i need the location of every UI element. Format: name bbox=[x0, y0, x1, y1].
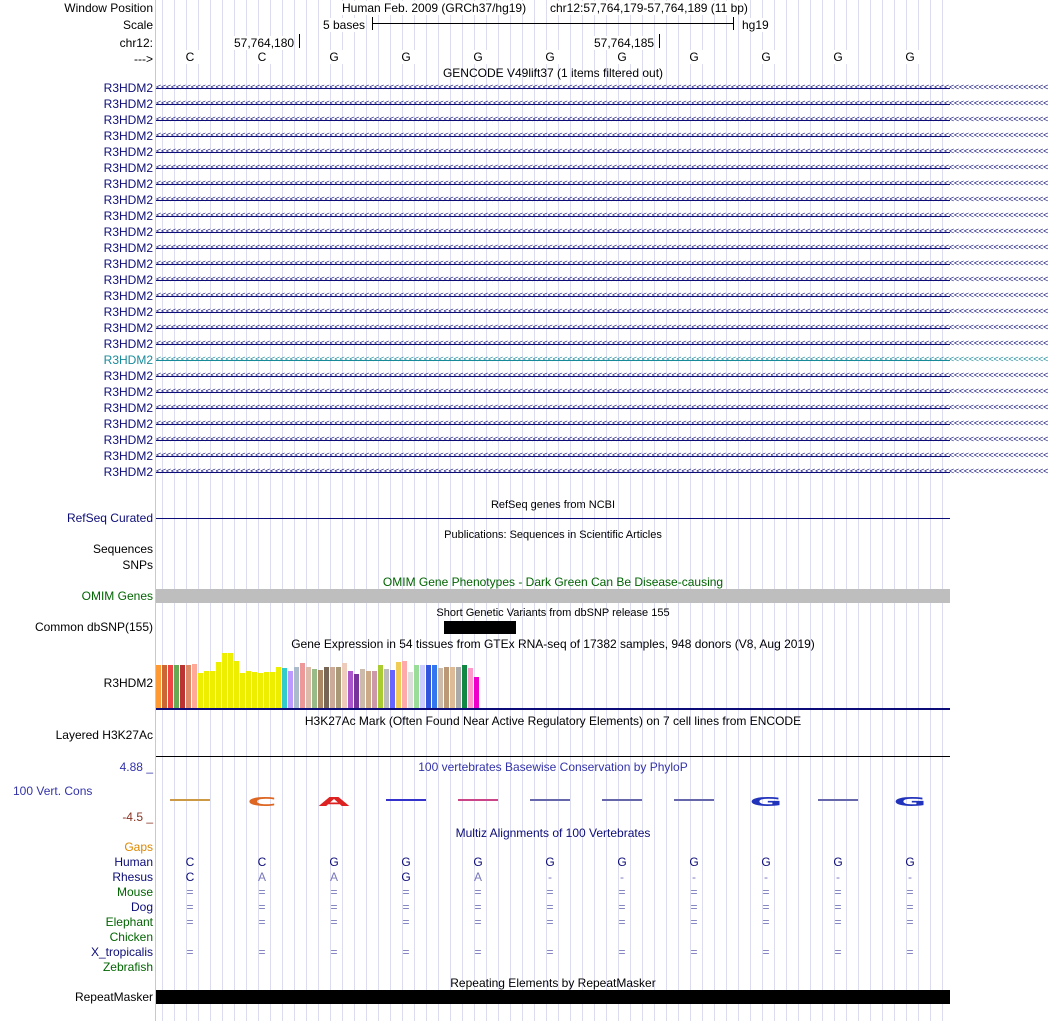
gtex-tissue-bar[interactable] bbox=[246, 671, 251, 708]
gencode-title: GENCODE V49lift37 (1 items filtered out) bbox=[442, 66, 664, 80]
gtex-tissue-bar[interactable] bbox=[408, 672, 413, 708]
dbsnp-variant-block[interactable] bbox=[444, 621, 516, 634]
repeatmasker-title: Repeating Elements by RepeatMasker bbox=[450, 976, 656, 990]
gtex-tissue-bar[interactable] bbox=[156, 665, 161, 708]
h3k27ac-title: H3K27Ac Mark (Often Found Near Active Regulatory Elements) on 7 cell lines from ENCODE bbox=[304, 714, 802, 728]
base-letter: G bbox=[612, 50, 632, 64]
gencode-transcript-label[interactable]: R3HDM2 bbox=[103, 81, 153, 95]
multiz-base: = bbox=[906, 915, 914, 929]
gtex-tissue-bar[interactable] bbox=[204, 671, 209, 708]
gtex-tissue-bar[interactable] bbox=[450, 667, 455, 708]
multiz-base: = bbox=[834, 915, 842, 929]
gtex-tissue-bar[interactable] bbox=[318, 670, 323, 708]
multiz-species-label[interactable]: Dog bbox=[130, 900, 153, 914]
gencode-transcript-line[interactable]: <<<<<<<<<<<<<<<<<<<<<<<<<<<<<<<<<<<<<<<<<<<<<<<<<<<<<<<<<<<<<<<<<<<<<<<<<<<<<<<<<<<<<<<<<<<<<<<<<<<<<<<<<<<<<<<<<<<<<<<<<<<<<<<<<<<<<<<<<<<<<<<<<<<<<<<<<<<<<<<<<<<<<<<<<<<<<<<<<<<< bbox=[156, 434, 1048, 444]
gtex-tissue-bar[interactable] bbox=[186, 665, 191, 708]
gtex-tissue-bar[interactable] bbox=[390, 670, 395, 708]
gencode-transcript-line[interactable]: <<<<<<<<<<<<<<<<<<<<<<<<<<<<<<<<<<<<<<<<<<<<<<<<<<<<<<<<<<<<<<<<<<<<<<<<<<<<<<<<<<<<<<<<<<<<<<<<<<<<<<<<<<<<<<<<<<<<<<<<<<<<<<<<<<<<<<<<<<<<<<<<<<<<<<<<<<<<<<<<<<<<<<<<<<<<<<<<<<<< bbox=[156, 226, 1048, 236]
multiz-base: = bbox=[186, 945, 194, 959]
omim-label[interactable]: OMIM Genes bbox=[81, 589, 153, 603]
gtex-tissue-bar[interactable] bbox=[468, 668, 473, 708]
gtex-tissue-bar[interactable] bbox=[384, 669, 389, 708]
base-letter: G bbox=[396, 50, 416, 64]
gtex-tissue-bar[interactable] bbox=[210, 671, 215, 708]
gencode-transcript-line[interactable]: <<<<<<<<<<<<<<<<<<<<<<<<<<<<<<<<<<<<<<<<<<<<<<<<<<<<<<<<<<<<<<<<<<<<<<<<<<<<<<<<<<<<<<<<<<<<<<<<<<<<<<<<<<<<<<<<<<<<<<<<<<<<<<<<<<<<<<<<<<<<<<<<<<<<<<<<<<<<<<<<<<<<<<<<<<<<<<<<<<<< bbox=[156, 450, 1048, 460]
h3k27ac-baseline bbox=[156, 756, 950, 757]
gencode-transcript-label[interactable]: R3HDM2 bbox=[103, 305, 153, 319]
multiz-base: C bbox=[185, 855, 195, 869]
gencode-transcript-line[interactable]: <<<<<<<<<<<<<<<<<<<<<<<<<<<<<<<<<<<<<<<<<<<<<<<<<<<<<<<<<<<<<<<<<<<<<<<<<<<<<<<<<<<<<<<<<<<<<<<<<<<<<<<<<<<<<<<<<<<<<<<<<<<<<<<<<<<<<<<<<<<<<<<<<<<<<<<<<<<<<<<<<<<<<<<<<<<<<<<<<<<< bbox=[156, 386, 1048, 396]
gtex-tissue-bar[interactable] bbox=[402, 661, 407, 708]
gtex-tissue-bar[interactable] bbox=[216, 662, 221, 708]
scale-label: Scale bbox=[122, 18, 153, 32]
strand-label: ---> bbox=[134, 52, 153, 66]
multiz-base: = bbox=[618, 900, 626, 914]
gencode-transcript-line[interactable]: <<<<<<<<<<<<<<<<<<<<<<<<<<<<<<<<<<<<<<<<<<<<<<<<<<<<<<<<<<<<<<<<<<<<<<<<<<<<<<<<<<<<<<<<<<<<<<<<<<<<<<<<<<<<<<<<<<<<<<<<<<<<<<<<<<<<<<<<<<<<<<<<<<<<<<<<<<<<<<<<<<<<<<<<<<<<<<<<<<<< bbox=[156, 322, 1048, 332]
gencode-transcript-label[interactable]: R3HDM2 bbox=[103, 417, 153, 431]
gtex-tissue-bar[interactable] bbox=[312, 669, 317, 708]
gencode-transcript-line[interactable]: <<<<<<<<<<<<<<<<<<<<<<<<<<<<<<<<<<<<<<<<<<<<<<<<<<<<<<<<<<<<<<<<<<<<<<<<<<<<<<<<<<<<<<<<<<<<<<<<<<<<<<<<<<<<<<<<<<<<<<<<<<<<<<<<<<<<<<<<<<<<<<<<<<<<<<<<<<<<<<<<<<<<<<<<<<<<<<<<<<<< bbox=[156, 98, 1048, 108]
multiz-base: = bbox=[690, 945, 698, 959]
chrom-label: chr12: bbox=[119, 36, 153, 50]
multiz-base: = bbox=[186, 885, 194, 899]
dbsnp-title: Short Genetic Variants from dbSNP release 155 bbox=[436, 607, 670, 619]
multiz-base: A bbox=[473, 870, 482, 884]
assembly-text: Human Feb. 2009 (GRCh37/hg19) bbox=[342, 1, 527, 15]
gencode-transcript-label[interactable]: R3HDM2 bbox=[103, 193, 153, 207]
multiz-species-label[interactable]: Human bbox=[114, 855, 153, 869]
gtex-tissue-bar[interactable] bbox=[378, 665, 383, 708]
gtex-tissue-bar[interactable] bbox=[174, 665, 179, 708]
gtex-tissue-bar[interactable] bbox=[240, 673, 245, 708]
base-letter: C bbox=[180, 50, 200, 64]
multiz-base: = bbox=[258, 900, 266, 914]
multiz-base: = bbox=[402, 915, 410, 929]
gencode-transcript-line[interactable]: <<<<<<<<<<<<<<<<<<<<<<<<<<<<<<<<<<<<<<<<<<<<<<<<<<<<<<<<<<<<<<<<<<<<<<<<<<<<<<<<<<<<<<<<<<<<<<<<<<<<<<<<<<<<<<<<<<<<<<<<<<<<<<<<<<<<<<<<<<<<<<<<<<<<<<<<<<<<<<<<<<<<<<<<<<<<<<<<<<<< bbox=[156, 418, 1048, 428]
multiz-base: = bbox=[330, 915, 338, 929]
gtex-tissue-bar[interactable] bbox=[420, 665, 425, 708]
gtex-tissue-bar[interactable] bbox=[342, 663, 347, 708]
multiz-base: - bbox=[836, 870, 840, 884]
omim-title: OMIM Gene Phenotypes - Dark Green Can Be Disease-causing bbox=[382, 575, 724, 589]
base-letter: G bbox=[756, 50, 776, 64]
gencode-transcript-line[interactable]: <<<<<<<<<<<<<<<<<<<<<<<<<<<<<<<<<<<<<<<<<<<<<<<<<<<<<<<<<<<<<<<<<<<<<<<<<<<<<<<<<<<<<<<<<<<<<<<<<<<<<<<<<<<<<<<<<<<<<<<<<<<<<<<<<<<<<<<<<<<<<<<<<<<<<<<<<<<<<<<<<<<<<<<<<<<<<<<<<<<< bbox=[156, 82, 1048, 92]
multiz-base: G bbox=[401, 855, 411, 869]
gencode-transcript-line[interactable]: <<<<<<<<<<<<<<<<<<<<<<<<<<<<<<<<<<<<<<<<<<<<<<<<<<<<<<<<<<<<<<<<<<<<<<<<<<<<<<<<<<<<<<<<<<<<<<<<<<<<<<<<<<<<<<<<<<<<<<<<<<<<<<<<<<<<<<<<<<<<<<<<<<<<<<<<<<<<<<<<<<<<<<<<<<<<<<<<<<<< bbox=[156, 354, 1048, 364]
multiz-base: - bbox=[692, 870, 696, 884]
multiz-base: = bbox=[906, 885, 914, 899]
multiz-base: = bbox=[402, 945, 410, 959]
gtex-tissue-bar[interactable] bbox=[438, 668, 443, 708]
multiz-base: = bbox=[834, 900, 842, 914]
base-letter: G bbox=[828, 50, 848, 64]
multiz-base: - bbox=[620, 870, 624, 884]
position-text: chr12:57,764,179-57,764,189 (11 bp) bbox=[550, 1, 748, 15]
multiz-base: C bbox=[185, 870, 195, 884]
multiz-base: - bbox=[908, 870, 912, 884]
multiz-base: = bbox=[186, 900, 194, 914]
multiz-base: = bbox=[618, 945, 626, 959]
multiz-base: = bbox=[906, 900, 914, 914]
gencode-transcript-line[interactable]: <<<<<<<<<<<<<<<<<<<<<<<<<<<<<<<<<<<<<<<<<<<<<<<<<<<<<<<<<<<<<<<<<<<<<<<<<<<<<<<<<<<<<<<<<<<<<<<<<<<<<<<<<<<<<<<<<<<<<<<<<<<<<<<<<<<<<<<<<<<<<<<<<<<<<<<<<<<<<<<<<<<<<<<<<<<<<<<<<<<< bbox=[156, 258, 1048, 268]
gtex-tissue-bar[interactable] bbox=[294, 667, 299, 708]
gtex-tissue-bar[interactable] bbox=[360, 669, 365, 708]
h3k27ac-label[interactable]: Layered H3K27Ac bbox=[55, 728, 153, 742]
gtex-tissue-bar[interactable] bbox=[414, 665, 419, 708]
gtex-title: Gene Expression in 54 tissues from GTEx RNA-seq of 17382 samples, 948 donors (V8, Aug 2019) bbox=[291, 637, 815, 651]
gencode-transcript-line[interactable]: <<<<<<<<<<<<<<<<<<<<<<<<<<<<<<<<<<<<<<<<<<<<<<<<<<<<<<<<<<<<<<<<<<<<<<<<<<<<<<<<<<<<<<<<<<<<<<<<<<<<<<<<<<<<<<<<<<<<<<<<<<<<<<<<<<<<<<<<<<<<<<<<<<<<<<<<<<<<<<<<<<<<<<<<<<<<<<<<<<<< bbox=[156, 338, 1048, 348]
gtex-tissue-bar[interactable] bbox=[162, 665, 167, 708]
phylop-logo-dash[interactable] bbox=[386, 799, 426, 801]
phylop-label[interactable]: 100 Vert. Cons bbox=[13, 784, 93, 798]
refseq-label[interactable]: RefSeq Curated bbox=[66, 511, 153, 525]
multiz-base: G bbox=[329, 855, 339, 869]
multiz-base: = bbox=[258, 885, 266, 899]
gtex-tissue-bar[interactable] bbox=[306, 667, 311, 708]
multiz-base: = bbox=[474, 900, 482, 914]
gtex-tissue-bar[interactable] bbox=[252, 672, 257, 708]
gtex-tissue-bar[interactable] bbox=[348, 671, 353, 708]
gencode-transcript-label[interactable]: R3HDM2 bbox=[103, 449, 153, 463]
gencode-transcript-label[interactable]: R3HDM2 bbox=[103, 113, 153, 127]
multiz-base: = bbox=[474, 945, 482, 959]
gtex-tissue-bar[interactable] bbox=[366, 671, 371, 708]
gencode-transcript-line[interactable]: <<<<<<<<<<<<<<<<<<<<<<<<<<<<<<<<<<<<<<<<<<<<<<<<<<<<<<<<<<<<<<<<<<<<<<<<<<<<<<<<<<<<<<<<<<<<<<<<<<<<<<<<<<<<<<<<<<<<<<<<<<<<<<<<<<<<<<<<<<<<<<<<<<<<<<<<<<<<<<<<<<<<<<<<<<<<<<<<<<<< bbox=[156, 370, 1048, 380]
gencode-transcript-label[interactable]: R3HDM2 bbox=[103, 241, 153, 255]
multiz-base: A bbox=[329, 870, 338, 884]
gencode-transcript-label[interactable]: R3HDM2 bbox=[103, 145, 153, 159]
gencode-transcript-line[interactable]: <<<<<<<<<<<<<<<<<<<<<<<<<<<<<<<<<<<<<<<<<<<<<<<<<<<<<<<<<<<<<<<<<<<<<<<<<<<<<<<<<<<<<<<<<<<<<<<<<<<<<<<<<<<<<<<<<<<<<<<<<<<<<<<<<<<<<<<<<<<<<<<<<<<<<<<<<<<<<<<<<<<<<<<<<<<<<<<<<<<< bbox=[156, 274, 1048, 284]
base-letter: G bbox=[324, 50, 344, 64]
gencode-transcript-line[interactable]: <<<<<<<<<<<<<<<<<<<<<<<<<<<<<<<<<<<<<<<<<<<<<<<<<<<<<<<<<<<<<<<<<<<<<<<<<<<<<<<<<<<<<<<<<<<<<<<<<<<<<<<<<<<<<<<<<<<<<<<<<<<<<<<<<<<<<<<<<<<<<<<<<<<<<<<<<<<<<<<<<<<<<<<<<<<<<<<<<<<< bbox=[156, 306, 1048, 316]
multiz-title: Multiz Alignments of 100 Vertebrates bbox=[455, 826, 651, 840]
multiz-base: = bbox=[258, 945, 266, 959]
window-position-label: Window Position bbox=[64, 1, 153, 15]
multiz-base: = bbox=[762, 945, 770, 959]
multiz-base: G bbox=[689, 855, 699, 869]
repeatmasker-label[interactable]: RepeatMasker bbox=[74, 990, 153, 1004]
multiz-base: = bbox=[762, 915, 770, 929]
repeatmasker-bar[interactable] bbox=[156, 990, 950, 1004]
gtex-bar-chart[interactable] bbox=[156, 652, 950, 708]
gtex-tissue-bar[interactable] bbox=[330, 667, 335, 708]
gencode-transcript-label[interactable]: R3HDM2 bbox=[103, 273, 153, 287]
multiz-base: G bbox=[545, 855, 555, 869]
base-letter: G bbox=[540, 50, 560, 64]
multiz-species-label[interactable]: Rhesus bbox=[112, 870, 153, 884]
multiz-base: = bbox=[402, 885, 410, 899]
multiz-base: C bbox=[257, 855, 267, 869]
phylop-logo-letter[interactable]: A bbox=[318, 794, 350, 810]
gtex-tissue-bar[interactable] bbox=[192, 664, 197, 708]
gtex-tissue-bar[interactable] bbox=[270, 672, 275, 708]
base-letter: G bbox=[468, 50, 488, 64]
multiz-base: = bbox=[834, 945, 842, 959]
phylop-logo-dash[interactable] bbox=[458, 799, 498, 801]
gencode-transcript-line[interactable]: <<<<<<<<<<<<<<<<<<<<<<<<<<<<<<<<<<<<<<<<<<<<<<<<<<<<<<<<<<<<<<<<<<<<<<<<<<<<<<<<<<<<<<<<<<<<<<<<<<<<<<<<<<<<<<<<<<<<<<<<<<<<<<<<<<<<<<<<<<<<<<<<<<<<<<<<<<<<<<<<<<<<<<<<<<<<<<<<<<<< bbox=[156, 290, 1048, 300]
gencode-transcript-label[interactable]: R3HDM2 bbox=[103, 209, 153, 223]
phylop-logo-dash[interactable] bbox=[818, 799, 858, 801]
gencode-transcript-label[interactable]: R3HDM2 bbox=[103, 337, 153, 351]
gtex-tissue-bar[interactable] bbox=[324, 667, 329, 708]
phylop-min-label: -4.5 _ bbox=[122, 810, 153, 824]
multiz-base: = bbox=[330, 945, 338, 959]
publications-sequences-label[interactable]: Sequences bbox=[92, 542, 153, 556]
gencode-transcript-line[interactable]: <<<<<<<<<<<<<<<<<<<<<<<<<<<<<<<<<<<<<<<<<<<<<<<<<<<<<<<<<<<<<<<<<<<<<<<<<<<<<<<<<<<<<<<<<<<<<<<<<<<<<<<<<<<<<<<<<<<<<<<<<<<<<<<<<<<<<<<<<<<<<<<<<<<<<<<<<<<<<<<<<<<<<<<<<<<<<<<<<<<< bbox=[156, 162, 1048, 172]
gtex-gene-line bbox=[156, 708, 950, 710]
gtex-tissue-bar[interactable] bbox=[336, 667, 341, 708]
gencode-transcript-label[interactable]: R3HDM2 bbox=[103, 289, 153, 303]
gtex-tissue-bar[interactable] bbox=[258, 673, 263, 708]
multiz-base: G bbox=[401, 870, 411, 884]
scale-bar-right-tick bbox=[733, 17, 734, 30]
gencode-transcript-label[interactable]: R3HDM2 bbox=[103, 433, 153, 447]
gtex-tissue-bar[interactable] bbox=[180, 665, 185, 708]
phylop-logo-dash[interactable] bbox=[530, 799, 570, 801]
phylop-logo-letter[interactable]: C bbox=[247, 794, 277, 810]
phylop-logo-dash[interactable] bbox=[602, 799, 642, 801]
multiz-base: = bbox=[186, 915, 194, 929]
coord-tick-2 bbox=[659, 34, 660, 48]
gencode-transcript-label[interactable]: R3HDM2 bbox=[103, 385, 153, 399]
gtex-tissue-bar[interactable] bbox=[234, 661, 239, 708]
multiz-base: A bbox=[257, 870, 266, 884]
gtex-tissue-bar[interactable] bbox=[264, 672, 269, 708]
multiz-base: = bbox=[618, 915, 626, 929]
gtex-tissue-bar[interactable] bbox=[462, 665, 467, 708]
multiz-species-label[interactable]: Mouse bbox=[116, 885, 153, 899]
multiz-species-label[interactable]: Chicken bbox=[109, 930, 153, 944]
multiz-base: = bbox=[690, 900, 698, 914]
gencode-transcript-line[interactable]: <<<<<<<<<<<<<<<<<<<<<<<<<<<<<<<<<<<<<<<<<<<<<<<<<<<<<<<<<<<<<<<<<<<<<<<<<<<<<<<<<<<<<<<<<<<<<<<<<<<<<<<<<<<<<<<<<<<<<<<<<<<<<<<<<<<<<<<<<<<<<<<<<<<<<<<<<<<<<<<<<<<<<<<<<<<<<<<<<<<< bbox=[156, 146, 1048, 156]
gencode-transcript-label[interactable]: R3HDM2 bbox=[103, 353, 153, 367]
multiz-base: = bbox=[258, 915, 266, 929]
publications-title: Publications: Sequences in Scientific Articles bbox=[444, 529, 662, 541]
multiz-species-label[interactable]: Elephant bbox=[105, 915, 153, 929]
multiz-species-label[interactable]: Gaps bbox=[124, 840, 153, 854]
base-letter: G bbox=[684, 50, 704, 64]
coord-label-1: 57,764,180 bbox=[234, 36, 295, 50]
multiz-base: = bbox=[906, 945, 914, 959]
gencode-transcript-label[interactable]: R3HDM2 bbox=[103, 177, 153, 191]
gtex-tissue-bar[interactable] bbox=[444, 667, 449, 708]
gtex-tissue-bar[interactable] bbox=[288, 671, 293, 708]
gtex-tissue-bar[interactable] bbox=[282, 668, 287, 708]
phylop-logo-dash[interactable] bbox=[674, 799, 714, 801]
phylop-logo-dash[interactable] bbox=[170, 799, 210, 801]
gtex-tissue-bar[interactable] bbox=[456, 667, 461, 708]
phylop-logo-letter[interactable]: G bbox=[749, 794, 783, 810]
gencode-transcript-label[interactable]: R3HDM2 bbox=[103, 401, 153, 415]
gtex-tissue-bar[interactable] bbox=[228, 653, 233, 708]
gtex-tissue-bar[interactable] bbox=[300, 663, 305, 708]
multiz-base: = bbox=[690, 885, 698, 899]
gencode-transcript-line[interactable]: <<<<<<<<<<<<<<<<<<<<<<<<<<<<<<<<<<<<<<<<<<<<<<<<<<<<<<<<<<<<<<<<<<<<<<<<<<<<<<<<<<<<<<<<<<<<<<<<<<<<<<<<<<<<<<<<<<<<<<<<<<<<<<<<<<<<<<<<<<<<<<<<<<<<<<<<<<<<<<<<<<<<<<<<<<<<<<<<<<<< bbox=[156, 178, 1048, 188]
gencode-transcript-label[interactable]: R3HDM2 bbox=[103, 257, 153, 271]
scale-text: 5 bases bbox=[323, 18, 366, 32]
refseq-line[interactable] bbox=[156, 518, 950, 519]
multiz-base: = bbox=[546, 885, 554, 899]
scale-db: hg19 bbox=[742, 18, 769, 32]
multiz-base: G bbox=[761, 855, 771, 869]
multiz-base: = bbox=[762, 885, 770, 899]
dbsnp-label[interactable]: Common dbSNP(155) bbox=[34, 620, 153, 634]
multiz-base: G bbox=[473, 855, 483, 869]
publications-snps-label[interactable]: SNPs bbox=[122, 558, 153, 572]
omim-bar[interactable] bbox=[156, 589, 950, 603]
multiz-base: = bbox=[762, 900, 770, 914]
gencode-transcript-line[interactable]: <<<<<<<<<<<<<<<<<<<<<<<<<<<<<<<<<<<<<<<<<<<<<<<<<<<<<<<<<<<<<<<<<<<<<<<<<<<<<<<<<<<<<<<<<<<<<<<<<<<<<<<<<<<<<<<<<<<<<<<<<<<<<<<<<<<<<<<<<<<<<<<<<<<<<<<<<<<<<<<<<<<<<<<<<<<<<<<<<<<< bbox=[156, 402, 1048, 412]
gencode-transcript-line[interactable]: <<<<<<<<<<<<<<<<<<<<<<<<<<<<<<<<<<<<<<<<<<<<<<<<<<<<<<<<<<<<<<<<<<<<<<<<<<<<<<<<<<<<<<<<<<<<<<<<<<<<<<<<<<<<<<<<<<<<<<<<<<<<<<<<<<<<<<<<<<<<<<<<<<<<<<<<<<<<<<<<<<<<<<<<<<<<<<<<<<<< bbox=[156, 242, 1048, 252]
gtex-tissue-bar[interactable] bbox=[198, 673, 203, 708]
multiz-base: = bbox=[402, 900, 410, 914]
base-letter: G bbox=[900, 50, 920, 64]
gencode-transcript-line[interactable]: <<<<<<<<<<<<<<<<<<<<<<<<<<<<<<<<<<<<<<<<<<<<<<<<<<<<<<<<<<<<<<<<<<<<<<<<<<<<<<<<<<<<<<<<<<<<<<<<<<<<<<<<<<<<<<<<<<<<<<<<<<<<<<<<<<<<<<<<<<<<<<<<<<<<<<<<<<<<<<<<<<<<<<<<<<<<<<<<<<<< bbox=[156, 114, 1048, 124]
multiz-base: - bbox=[548, 870, 552, 884]
gencode-transcript-label[interactable]: R3HDM2 bbox=[103, 369, 153, 383]
gencode-transcript-label[interactable]: R3HDM2 bbox=[103, 465, 153, 479]
gencode-transcript-line[interactable]: <<<<<<<<<<<<<<<<<<<<<<<<<<<<<<<<<<<<<<<<<<<<<<<<<<<<<<<<<<<<<<<<<<<<<<<<<<<<<<<<<<<<<<<<<<<<<<<<<<<<<<<<<<<<<<<<<<<<<<<<<<<<<<<<<<<<<<<<<<<<<<<<<<<<<<<<<<<<<<<<<<<<<<<<<<<<<<<<<<<< bbox=[156, 194, 1048, 204]
gtex-tissue-bar[interactable] bbox=[372, 671, 377, 708]
gtex-tissue-bar[interactable] bbox=[168, 665, 173, 708]
multiz-base: = bbox=[330, 885, 338, 899]
gtex-tissue-bar[interactable] bbox=[432, 665, 437, 708]
multiz-base: = bbox=[546, 915, 554, 929]
gencode-transcript-line[interactable]: <<<<<<<<<<<<<<<<<<<<<<<<<<<<<<<<<<<<<<<<<<<<<<<<<<<<<<<<<<<<<<<<<<<<<<<<<<<<<<<<<<<<<<<<<<<<<<<<<<<<<<<<<<<<<<<<<<<<<<<<<<<<<<<<<<<<<<<<<<<<<<<<<<<<<<<<<<<<<<<<<<<<<<<<<<<<<<<<<<<< bbox=[156, 210, 1048, 220]
gtex-tissue-bar[interactable] bbox=[426, 665, 431, 708]
gtex-tissue-bar[interactable] bbox=[276, 667, 281, 708]
refseq-title: RefSeq genes from NCBI bbox=[490, 499, 616, 511]
multiz-base: G bbox=[617, 855, 627, 869]
multiz-base: - bbox=[764, 870, 768, 884]
gtex-tissue-bar[interactable] bbox=[396, 662, 401, 708]
multiz-base: G bbox=[905, 855, 915, 869]
multiz-base: = bbox=[474, 915, 482, 929]
multiz-species-label[interactable]: X_tropicalis bbox=[90, 945, 153, 959]
phylop-logo-letter[interactable]: G bbox=[893, 794, 927, 810]
multiz-base: G bbox=[833, 855, 843, 869]
phylop-max-label: 4.88 _ bbox=[119, 760, 153, 774]
multiz-base: = bbox=[618, 885, 626, 899]
multiz-base: = bbox=[834, 885, 842, 899]
gtex-label[interactable]: R3HDM2 bbox=[103, 676, 153, 690]
gencode-transcript-label[interactable]: R3HDM2 bbox=[103, 129, 153, 143]
gtex-tissue-bar[interactable] bbox=[222, 653, 227, 708]
gtex-tissue-bar[interactable] bbox=[474, 677, 479, 708]
multiz-base: = bbox=[690, 915, 698, 929]
gencode-transcript-label[interactable]: R3HDM2 bbox=[103, 161, 153, 175]
multiz-base: = bbox=[474, 885, 482, 899]
multiz-species-label[interactable]: Zebrafish bbox=[102, 960, 153, 974]
coord-label-2: 57,764,185 bbox=[594, 36, 655, 50]
phylop-title: 100 vertebrates Basewise Conservation by PhyloP bbox=[418, 760, 688, 774]
gencode-transcript-line[interactable]: <<<<<<<<<<<<<<<<<<<<<<<<<<<<<<<<<<<<<<<<<<<<<<<<<<<<<<<<<<<<<<<<<<<<<<<<<<<<<<<<<<<<<<<<<<<<<<<<<<<<<<<<<<<<<<<<<<<<<<<<<<<<<<<<<<<<<<<<<<<<<<<<<<<<<<<<<<<<<<<<<<<<<<<<<<<<<<<<<<<< bbox=[156, 466, 1048, 476]
gencode-transcript-label[interactable]: R3HDM2 bbox=[103, 321, 153, 335]
coord-tick-1 bbox=[299, 34, 300, 48]
gencode-transcript-line[interactable]: <<<<<<<<<<<<<<<<<<<<<<<<<<<<<<<<<<<<<<<<<<<<<<<<<<<<<<<<<<<<<<<<<<<<<<<<<<<<<<<<<<<<<<<<<<<<<<<<<<<<<<<<<<<<<<<<<<<<<<<<<<<<<<<<<<<<<<<<<<<<<<<<<<<<<<<<<<<<<<<<<<<<<<<<<<<<<<<<<<<< bbox=[156, 130, 1048, 140]
multiz-base: = bbox=[546, 945, 554, 959]
gtex-tissue-bar[interactable] bbox=[354, 674, 359, 708]
multiz-base: = bbox=[330, 900, 338, 914]
gencode-transcript-label[interactable]: R3HDM2 bbox=[103, 97, 153, 111]
scale-bar bbox=[372, 23, 734, 24]
base-letter: C bbox=[252, 50, 272, 64]
gencode-transcript-label[interactable]: R3HDM2 bbox=[103, 225, 153, 239]
multiz-base: = bbox=[546, 900, 554, 914]
